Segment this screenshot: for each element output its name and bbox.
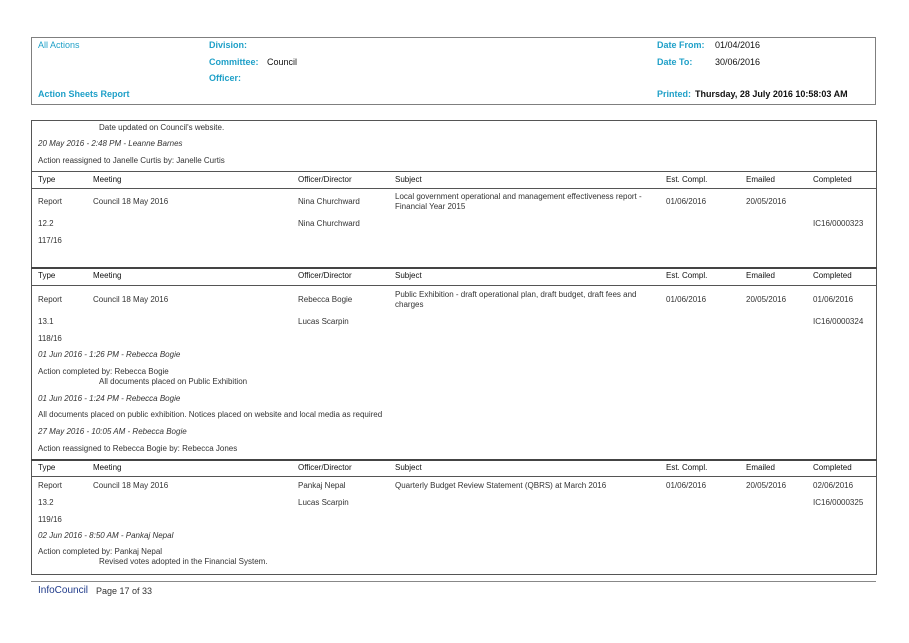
action-officer: Rebecca Bogie <box>298 295 353 304</box>
col-completed: Completed <box>813 463 852 472</box>
note-text: Date updated on Council's website. <box>99 123 225 132</box>
action-subject: Quarterly Budget Review Statement (QBRS) at March 2016 <box>395 481 607 490</box>
note-timestamp: 20 May 2016 - 2:48 PM - Leanne Barnes <box>38 139 183 148</box>
action-est-compl: 01/06/2016 <box>666 481 707 490</box>
action-officer-2: Lucas Scarpin <box>298 317 349 326</box>
date-to-label: Date To: <box>657 57 693 67</box>
action-officer-2: Lucas Scarpin <box>298 498 349 507</box>
footer-divider <box>31 581 876 582</box>
col-meeting: Meeting <box>93 175 122 184</box>
action-item: 13.1 <box>38 317 54 326</box>
col-emailed: Emailed <box>746 175 775 184</box>
action-item: 13.2 <box>38 498 54 507</box>
note-text: Action reassigned to Rebecca Bogie by: Rebecca Jones <box>38 444 238 453</box>
action-meeting: Council 18 May 2016 <box>93 197 169 206</box>
action-ref: IC16/0000324 <box>813 317 864 326</box>
col-type: Type <box>38 271 56 280</box>
note-timestamp: 02 Jun 2016 - 8:50 AM - Pankaj Nepal <box>38 531 174 540</box>
action-subject: Public Exhibition - draft operational plan, draft budget, draft fees and <box>395 290 637 299</box>
action-officer: Pankaj Nepal <box>298 481 346 490</box>
col-est-compl: Est. Compl. <box>666 463 708 472</box>
action-est-compl: 01/06/2016 <box>666 197 707 206</box>
date-from-value: 01/04/2016 <box>715 40 761 50</box>
note-timestamp: 01 Jun 2016 - 1:26 PM - Rebecca Bogie <box>38 350 181 359</box>
note-text: Action reassigned to Janelle Curtis by: Janelle Curtis <box>38 156 225 165</box>
action-type: Report <box>38 481 63 490</box>
action-item: 12.2 <box>38 219 54 228</box>
note-timestamp: 01 Jun 2016 - 1:24 PM - Rebecca Bogie <box>38 394 181 403</box>
printed-value: Thursday, 28 July 2016 10:58:03 AM <box>695 89 848 99</box>
action-ref: IC16/0000323 <box>813 219 864 228</box>
note-text: Revised votes adopted in the Financial System. <box>99 557 268 566</box>
action-resolution: 118/16 <box>38 334 62 343</box>
action-subject: Financial Year 2015 <box>395 202 466 211</box>
note-text: Action completed by: Pankaj Nepal <box>38 547 163 556</box>
action-officer: Nina Churchward <box>298 197 360 206</box>
col-type: Type <box>38 463 56 472</box>
divider <box>31 267 877 269</box>
action-est-compl: 01/06/2016 <box>666 295 707 304</box>
divider <box>31 459 877 461</box>
date-to-value: 30/06/2016 <box>715 57 761 67</box>
all-actions-label: All Actions <box>38 40 80 50</box>
action-type: Report <box>38 295 63 304</box>
col-emailed: Emailed <box>746 463 775 472</box>
committee-label: Committee: <box>209 57 259 67</box>
col-completed: Completed <box>813 175 852 184</box>
action-officer-2: Nina Churchward <box>298 219 360 228</box>
note-text: Action completed by: Rebecca Bogie <box>38 367 169 376</box>
committee-value: Council <box>267 57 298 67</box>
report-title: Action Sheets Report <box>38 89 130 99</box>
officer-label: Officer: <box>209 73 242 83</box>
note-text: All documents placed on Public Exhibition <box>99 377 248 386</box>
col-completed: Completed <box>813 271 852 280</box>
page-number: Page 17 of 33 <box>96 586 153 596</box>
action-subject: Local government operational and management effectiveness report - <box>395 192 642 201</box>
action-meeting: Council 18 May 2016 <box>93 481 169 490</box>
action-completed: 02/06/2016 <box>813 481 854 490</box>
col-meeting: Meeting <box>93 463 122 472</box>
action-emailed: 20/05/2016 <box>746 481 787 490</box>
action-emailed: 20/05/2016 <box>746 197 787 206</box>
printed-label: Printed: <box>657 89 692 99</box>
col-subject: Subject <box>395 463 422 472</box>
divider <box>31 476 877 477</box>
col-officer: Officer/Director <box>298 271 352 280</box>
col-subject: Subject <box>395 175 422 184</box>
col-emailed: Emailed <box>746 271 775 280</box>
action-type: Report <box>38 197 63 206</box>
col-subject: Subject <box>395 271 422 280</box>
note-timestamp: 27 May 2016 - 10:05 AM - Rebecca Bogie <box>38 427 187 436</box>
action-ref: IC16/0000325 <box>813 498 864 507</box>
col-est-compl: Est. Compl. <box>666 271 708 280</box>
brand-logo: InfoCouncil <box>38 585 89 596</box>
action-meeting: Council 18 May 2016 <box>93 295 169 304</box>
divider <box>31 285 877 286</box>
note-text: All documents placed on public exhibition. Notices placed on website and local media as required <box>38 410 383 419</box>
action-emailed: 20/05/2016 <box>746 295 787 304</box>
col-type: Type <box>38 175 56 184</box>
action-resolution: 119/16 <box>38 515 62 524</box>
divider <box>31 171 877 172</box>
action-resolution: 117/16 <box>38 236 62 245</box>
col-officer: Officer/Director <box>298 463 352 472</box>
divider <box>31 188 877 189</box>
col-meeting: Meeting <box>93 271 122 280</box>
date-from-label: Date From: <box>657 40 705 50</box>
col-officer: Officer/Director <box>298 175 352 184</box>
action-subject: charges <box>395 300 424 309</box>
division-label: Division: <box>209 40 248 50</box>
col-est-compl: Est. Compl. <box>666 175 708 184</box>
action-completed: 01/06/2016 <box>813 295 854 304</box>
